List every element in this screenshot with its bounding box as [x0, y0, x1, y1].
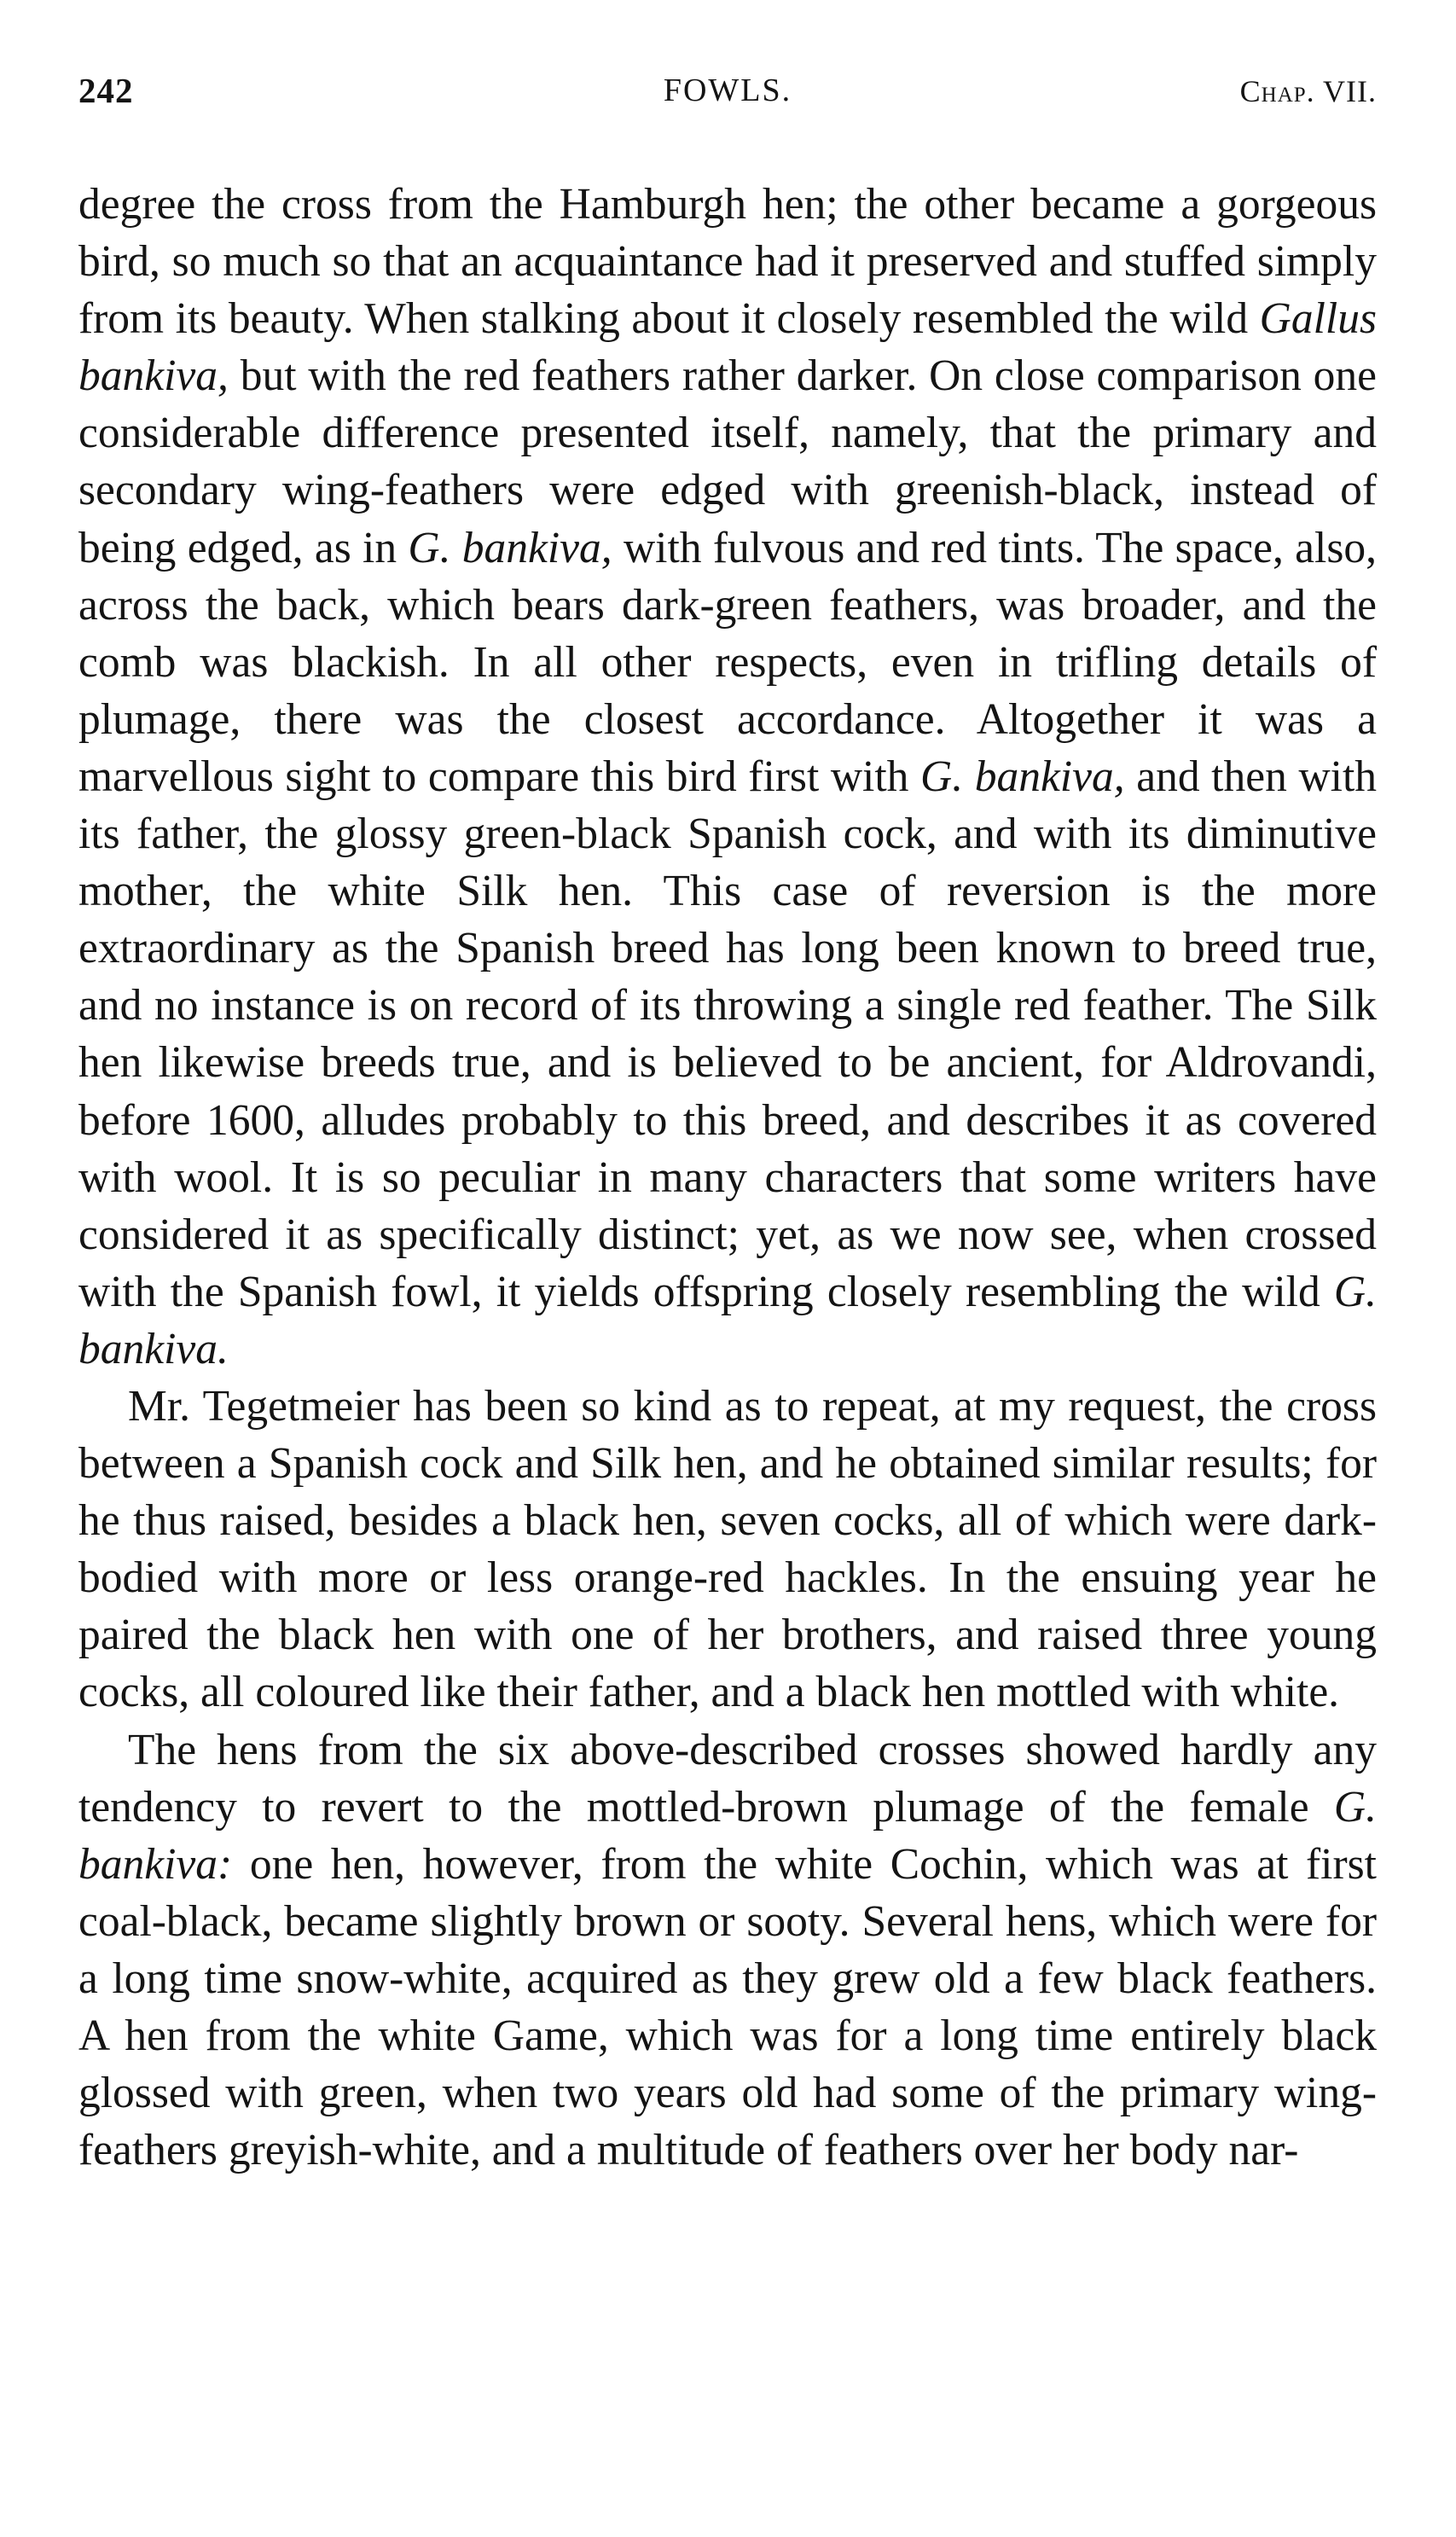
- paragraph: [78, 1721, 1377, 2180]
- running-title: FOWLS.: [663, 73, 792, 108]
- page-number: 242: [78, 71, 134, 110]
- species-name: Gallus bankiva,: [78, 294, 1377, 401]
- running-header: [78, 60, 1377, 128]
- species-name: G. bankiva.: [78, 1267, 1377, 1373]
- species-name: G. bankiva:: [78, 1782, 1377, 1889]
- paragraph: [78, 176, 1377, 1378]
- text-run: and then with its father, the glossy green-black Spanish cock, and with its diminutive mother, the white Silk hen. This case of reversion is the more extraordinary as the Spanish breed has long been known to breed true, and no instance is on record of its throwing a single red feather. The Silk hen likewise breeds true, and is believed to be ancient, for Aldrovandi, before 1600, alludes probably to this breed, and describes it as covered with wool. It is so peculiar in many characters that some writers have considered it as specifically distinct; yet, as we now see, when crossed with the Spanish fowl, it yields offspring closely resembling the wild: [78, 752, 1377, 1316]
- book-page: [78, 60, 1377, 2179]
- paragraph: [78, 1378, 1377, 1721]
- chapter-label: Chap. VII.: [1239, 74, 1377, 108]
- body-text: [78, 176, 1377, 2179]
- species-name: G. bankiva,: [408, 523, 612, 572]
- text-run: The hens from the six above-described crosses showed hardly any tendency to revert to the mottled-brown plumage of the female: [78, 1725, 1377, 1832]
- text-run: degree the cross from the Hamburgh hen; the other became a gorgeous bird, so much so that an acquaintance had it preserved and stuffed simply from its beauty. When stalking about it closely resembled the wild: [78, 180, 1377, 344]
- text-run: but with the red feathers rather darker. On close comparison one considerable difference presented itself, namely, that the primary and secondary wing-feathers were edged with greenish-black, instead of being edged, as in: [78, 351, 1377, 572]
- text-run: one hen, however, from the white Cochin, which was at first coal-black, became slightly brown or sooty. Several hens, which were for a long time snow-white, acquired as they grew old a few black feathers. A hen from the white Game, which was for a long time entirely black glossed with green, when two years old had some of the primary wing-feathers greyish-white, and a multitude of feathers over her body nar-: [78, 1839, 1377, 2175]
- text-run: Mr. Tegetmeier has been so kind as to repeat, at my request, the cross between a Spanish cock and Silk hen, and he obtained similar results; for he thus raised, besides a black hen, seven cocks, all of which were dark-bodied with more or less orange-red hackles. In the ensuing year he paired the black hen with one of her brothers, and raised three young cocks, all coloured like their father, and a black hen mottled with white.: [78, 1381, 1377, 1717]
- species-name: G. bankiva,: [920, 752, 1125, 801]
- text-run: with fulvous and red tints. The space, also, across the back, which bears dark-green feathers, was broader, and the comb was blackish. In all other respects, even in trifling details of plumage, there was the closest accordance. Altogether it was a marvellous sight to compare this bird first with: [78, 523, 1378, 801]
